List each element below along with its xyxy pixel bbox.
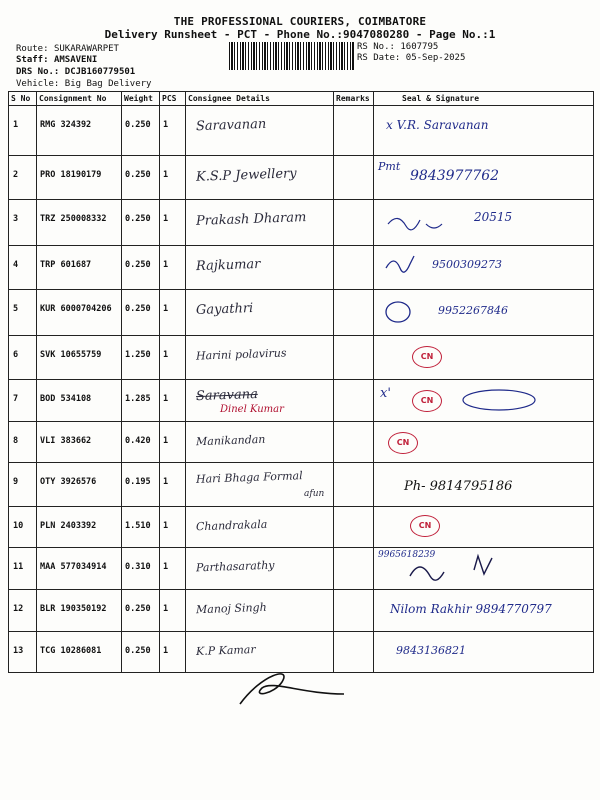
consignee-name: Manoj Singh	[195, 600, 267, 617]
table-header-row	[9, 92, 594, 106]
cn-stamp: CN	[410, 515, 440, 537]
row-remarks	[334, 106, 374, 156]
table-row: 4 TRP 601687 0.250 1 Rajkumar 9500309273	[9, 246, 594, 290]
rs-no-line: RS No.: 1607795	[357, 42, 439, 52]
drs-line: DRS No.: DCJB160779501	[16, 67, 136, 77]
signature: 9952267846	[438, 304, 508, 317]
signature: 9965618239	[378, 550, 436, 560]
table-row: 12 BLR 190350192 0.250 1 Manoj Singh Nilom Rakhir 9894770797	[9, 590, 594, 632]
consignee-name: K.P Kamar	[195, 642, 256, 659]
document-subtitle: Delivery Runsheet - PCT - Phone No.:9047080280 - Page No.:1	[104, 28, 496, 41]
scribble-signature	[374, 380, 594, 422]
signature: 9500309273	[432, 258, 502, 271]
consignee-name: Saravana	[195, 386, 259, 405]
consignee-name: K.S.P Jewellery	[195, 166, 297, 185]
consignee-extra: Dinel Kumar	[220, 404, 284, 415]
route-line: Route: SUKARAWARPET	[16, 44, 119, 54]
signature: x V.R. Saravanan	[386, 118, 489, 132]
route-value: SUKARAWARPET	[53, 44, 119, 54]
consignee-extra: afun	[304, 489, 325, 499]
cn-stamp: CN	[412, 390, 442, 412]
table-row: 2 PRO 18190179 0.250 1 K.S.P Jewellery Pmt 9843977762	[9, 156, 594, 200]
row-consignment: RMG 324392	[37, 106, 122, 156]
consignee-name: Saravanan	[195, 116, 267, 135]
runsheet-table	[8, 91, 594, 673]
rs-no-value: 1607795	[400, 42, 439, 52]
drs-value: DCJB160779501	[64, 67, 136, 77]
consignee-name: Parthasarathy	[195, 558, 275, 575]
consignee-name: Manikandan	[195, 432, 266, 449]
rs-date-line: RS Date: 05-Sep-2025	[357, 53, 466, 63]
table-row: 5 KUR 6000704206 0.250 1 Gayathri 9952267846	[9, 290, 594, 336]
document-title: THE PROFESSIONAL COURIERS, COIMBATORE	[173, 15, 427, 28]
table-row: 13 TCG 10286081 0.250 1 K.P Kamar 9843136821	[9, 632, 594, 673]
col-consignment: Consignment No	[37, 92, 122, 106]
col-remarks: Remarks	[334, 92, 374, 106]
col-consignee: Consignee Details	[186, 92, 334, 106]
col-pcs: PCS	[160, 92, 186, 106]
staff-value: AMSAVENI	[53, 55, 98, 65]
signature: Nilom Rakhir 9894770797	[390, 602, 552, 616]
row-sno: 1	[9, 106, 37, 156]
col-seal: Seal & Signature	[374, 92, 594, 106]
table-row: 6 SVK 10655759 1.250 1 Harini polavirus CN	[9, 336, 594, 380]
table-row: 11 MAA 577034914 0.310 1 Parthasarathy 9965618239	[9, 548, 594, 590]
row-weight: 0.250	[122, 106, 160, 156]
consignee-name: Rajkumar	[195, 256, 261, 275]
table-row: 9 OTY 3926576 0.195 1 Hari Bhaga Formal afun Ph- 9814795186	[9, 463, 594, 507]
signature: 9843136821	[396, 644, 466, 657]
consignee-name: Chandrakala	[195, 517, 268, 534]
consignee-name: Hari Bhaga Formal	[195, 469, 303, 486]
consignee-name: Harini polavirus	[195, 346, 287, 363]
table-row: 10 PLN 2403392 1.510 1 Chandrakala CN	[9, 507, 594, 548]
scribble-signature	[374, 548, 594, 590]
vehicle-line: Vehicle: Big Bag Delivery	[16, 79, 152, 89]
table-row	[9, 106, 594, 156]
row-pcs: 1	[160, 106, 186, 156]
consignee-name: Prakash Dharam	[195, 210, 307, 229]
bottom-signature	[232, 664, 352, 714]
staff-line: Staff: AMSAVENI	[16, 55, 98, 65]
table-row: 8 VLI 383662 0.420 1 Manikandan CN	[9, 422, 594, 463]
signature: 9843977762	[410, 168, 500, 184]
cn-stamp: CN	[412, 346, 442, 368]
barcode	[229, 42, 354, 70]
signature: Ph- 9814795186	[404, 479, 513, 494]
consignee-name: Gayathri	[195, 301, 254, 318]
signature: 20515	[474, 210, 513, 224]
vehicle-value: Big Bag Delivery	[64, 79, 152, 89]
col-weight: Weight	[122, 92, 160, 106]
table-row: 3 TRZ 250008332 0.250 1 Prakash Dharam 20515	[9, 200, 594, 246]
cn-stamp: CN	[388, 432, 418, 454]
table-row: 7 BOD 534108 1.285 1 Saravana Dinel Kumar x' CN	[9, 380, 594, 422]
col-sno: S No	[9, 92, 37, 106]
rs-date-value: 05-Sep-2025	[405, 53, 466, 63]
